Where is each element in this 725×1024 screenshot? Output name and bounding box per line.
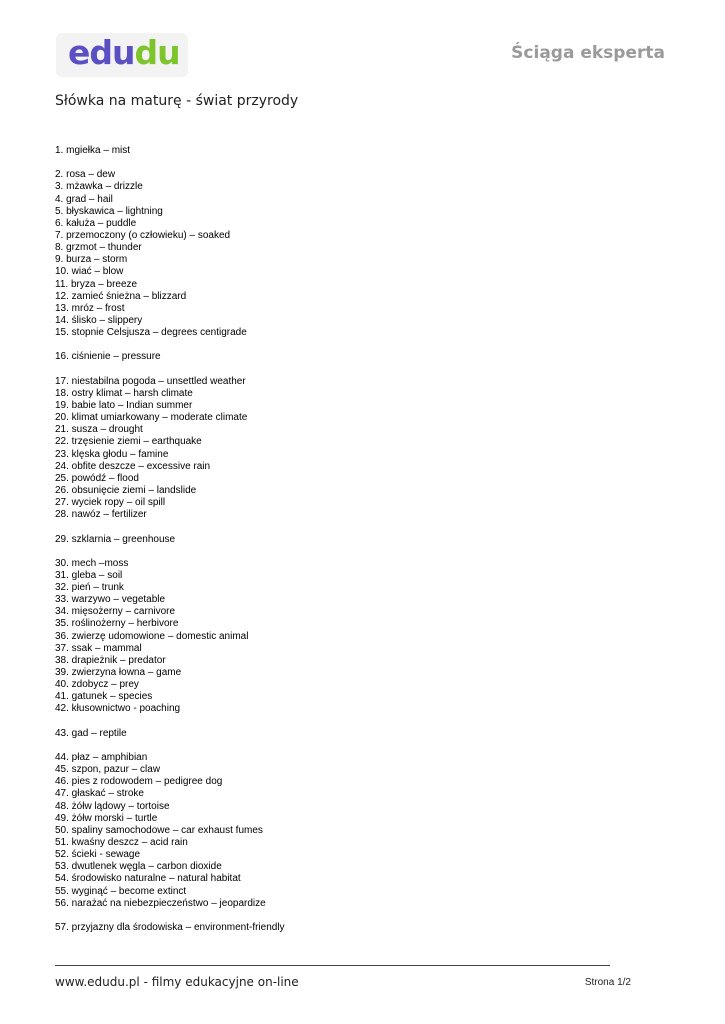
vocab-item: 9. burza – storm [55, 254, 128, 266]
vocab-item: 46. pies z rodowodem – pedigree dog [55, 776, 223, 788]
vocab-item: 13. mróz – frost [55, 302, 125, 314]
vocab-item: 7. przemoczony (o człowieku) – soaked [55, 229, 231, 241]
edudu-logo [56, 33, 188, 77]
vocab-item: 50. spaliny samochodowe – car exhaust fumes [55, 824, 263, 836]
footer-divider [55, 965, 610, 966]
vocab-item: 30. mech –moss [55, 557, 129, 569]
vocab-item: 18. ostry klimat – harsh climate [55, 387, 193, 399]
vocab-item: 16. ciśnienie – pressure [55, 351, 161, 363]
vocab-item: 3. mżawka – drizzle [55, 181, 143, 193]
vocab-item: 56. narażać na niebezpieczeństwo – jeopardize [55, 897, 266, 909]
vocab-item: 32. pień – trunk [55, 582, 124, 594]
vocab-item: 53. dwutlenek węgla – carbon dioxide [55, 861, 222, 873]
vocab-item: 26. obsunięcie ziemi – landslide [55, 484, 197, 496]
vocab-item: 42. kłusownictwo - poaching [55, 703, 181, 715]
vocab-item: 25. powódź – flood [55, 472, 139, 484]
vocab-item: 37. ssak – mammal [55, 642, 142, 654]
vocab-item: 14. ślisko – slippery [55, 314, 143, 326]
vocab-item: 10. wiać – blow [55, 266, 124, 278]
vocab-item: 15. stopnie Celsjusza – degrees centigrade [55, 327, 247, 339]
vocab-item: 38. drapieżnik – predator [55, 654, 166, 666]
logo-text-green: du [134, 33, 180, 72]
vocab-item: 17. niestabilna pogoda – unsettled weather [55, 375, 246, 387]
vocab-item: 39. zwierzyna łowna – game [55, 667, 182, 679]
vocab-item: 47. głaskać – stroke [55, 788, 144, 800]
vocab-item: 4. grad – hail [55, 193, 113, 205]
vocab-item: 49. żółw morski – turtle [55, 812, 158, 824]
vocab-item: 31. gleba – soil [55, 569, 123, 581]
footer-site-text: www.edudu.pl - filmy edukacyjne on-line [55, 975, 299, 989]
vocab-item: 22. trzęsienie ziemi – earthquake [55, 436, 202, 448]
vocab-item: 24. obfite deszcze – excessive rain [55, 460, 211, 472]
vocab-item: 40. zdobycz – prey [55, 679, 139, 691]
header-tag: Ściąga eksperta [511, 43, 665, 63]
vocab-item: 41. gatunek – species [55, 691, 153, 703]
logo-text-purple: edu [68, 33, 135, 72]
vocab-item: 1. mgiełka – mist [55, 145, 131, 156]
vocab-item: 35. roślinożerny – herbivore [55, 618, 179, 630]
vocab-item: 11. bryza – breeze [55, 278, 138, 290]
vocab-item: 12. zamieć śnieżna – blizzard [55, 290, 187, 302]
vocab-item: 20. klimat umiarkowany – moderate climate [55, 412, 248, 424]
vocab-item: 33. warzywo – vegetable [55, 594, 166, 606]
vocab-item: 23. klęska głodu – famine [55, 448, 169, 460]
vocab-item: 8. grzmot – thunder [55, 242, 142, 254]
vocab-item: 45. szpon, pazur – claw [55, 764, 161, 776]
vocab-item: 51. kwaśny deszcz – acid rain [55, 837, 188, 849]
document-title: Słówka na maturę - świat przyrody [55, 93, 299, 109]
vocab-item: 44. płaz – amphibian [55, 752, 148, 764]
vocab-item: 55. wyginąć – become extinct [55, 885, 187, 897]
vocab-item: 36. zwierzę udomowione – domestic animal [55, 630, 249, 642]
vocab-item: 48. żółw lądowy – tortoise [55, 800, 170, 812]
vocab-item: 57. przyjazny dla środowiska – environment-friendly [55, 922, 285, 933]
logo-text [68, 33, 180, 73]
vocab-item: 27. wyciek ropy – oil spill [55, 497, 166, 509]
vocab-item: 54. środowisko naturalne – natural habitat [55, 873, 241, 885]
vocab-item: 21. susza – drought [55, 424, 143, 436]
vocab-item: 2. rosa – dew [55, 169, 116, 181]
vocab-list [55, 145, 285, 934]
vocab-item: 43. gad – reptile [55, 727, 127, 739]
vocab-item: 28. nawóz – fertilizer [55, 509, 147, 521]
vocab-item: 19. babie lato – Indian summer [55, 399, 193, 411]
footer-page-number: Strona 1/2 [584, 977, 631, 988]
vocab-item: 29. szklarnia – greenhouse [55, 533, 176, 545]
vocab-item: 52. ścieki - sewage [55, 849, 141, 861]
vocab-item: 5. błyskawica – lightning [55, 205, 163, 217]
vocab-item: 34. mięsożerny – carnivore [55, 606, 176, 618]
vocab-item: 6. kałuża – puddle [55, 217, 137, 229]
